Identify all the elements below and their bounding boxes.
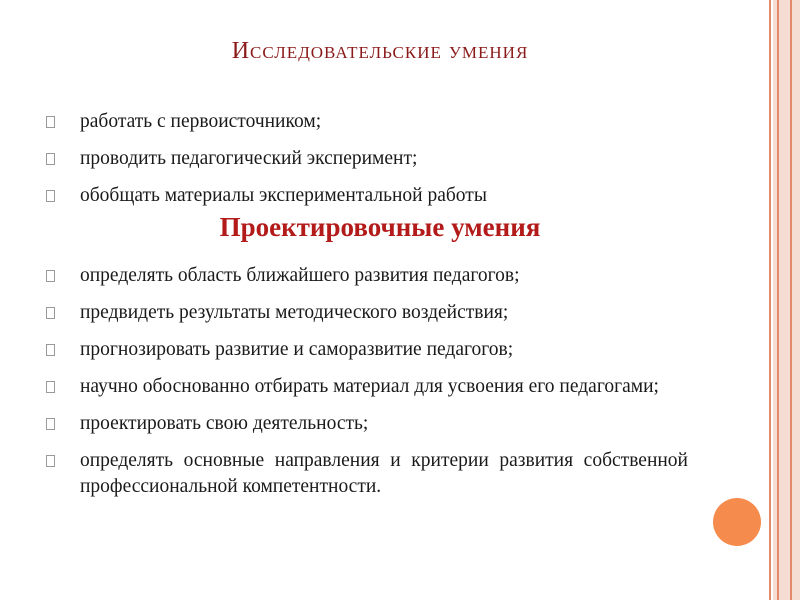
list-item [0,300,688,337]
list-item-text: обобщать материалы экспериментальной работы [80,185,487,206]
list-item [0,337,688,374]
list-item-text: работать с первоисточником; [80,111,322,132]
list-item [0,146,487,183]
list-item-text: предвидеть результаты методического воздействия; [80,302,509,323]
bullet-icon [46,381,55,393]
research-skills-list [0,109,487,220]
decorative-stripe [777,0,779,600]
bullet-icon [46,153,55,165]
list-item-text: проектировать свою деятельность; [80,413,369,434]
list-item-text: определять основные направления и критерии развития собственной профессиональной компетентности. [80,450,688,497]
list-item [0,448,688,500]
list-item-text: научно обоснованно отбирать материал для усвоения его педагогами; [80,376,659,397]
bullet-icon [46,270,55,282]
bullet-icon [46,455,55,467]
design-skills-list [0,263,688,511]
list-item [0,263,688,300]
bullet-icon [46,344,55,356]
decorative-circle [713,498,761,546]
list-item-text: проводить педагогический эксперимент; [80,148,418,169]
list-item-text: прогнозировать развитие и саморазвитие педагогов; [80,339,514,360]
list-item [0,374,688,400]
slide-title: Исследовательские умения [231,38,529,64]
bullet-icon [46,307,55,319]
bullet-icon [46,190,55,202]
list-item-text: определять область ближайшего развития педагогов; [80,265,520,286]
section-subtitle: Проектировочные умения [219,212,541,242]
decorative-stripe [769,0,771,600]
list-item [0,109,487,146]
bullet-icon [46,418,55,430]
list-item [0,411,688,448]
bullet-icon [46,116,55,128]
decorative-stripe [790,0,792,600]
